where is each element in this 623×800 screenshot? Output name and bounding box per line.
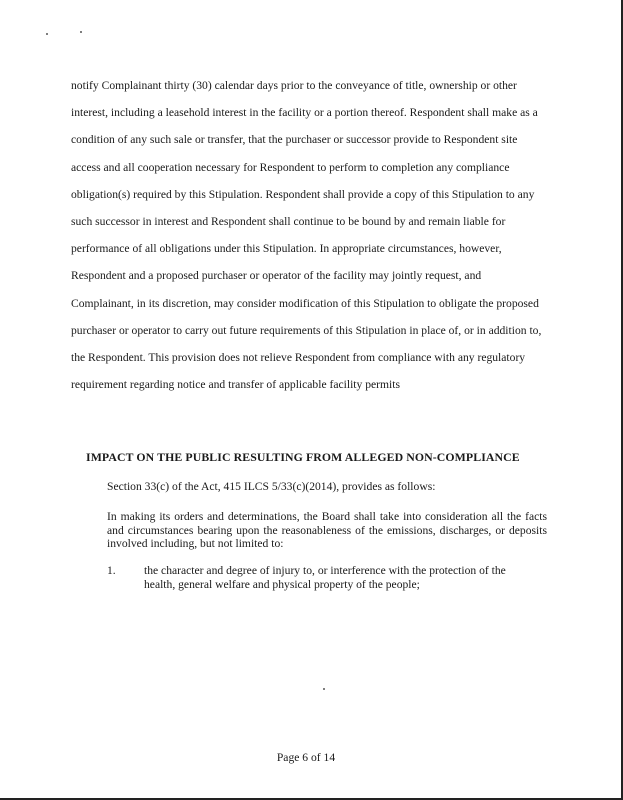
list-item-text: the character and degree of injury to, or interference with the protection of the health, general welfare and physical property of the people; (144, 564, 506, 591)
list-item-number: 1. (107, 564, 116, 577)
scan-speck (323, 688, 325, 690)
section-heading: IMPACT ON THE PUBLIC RESULTING FROM ALLEGED NON-COMPLIANCE (86, 450, 520, 464)
page-number-footer: Page 6 of 14 (276, 751, 336, 764)
quoted-statute-text: In making its orders and determinations, the Board shall take into consideration all the facts and circumstances bearing upon the reasonableness of the emissions, discharges, or deposits involved including, but not limited to: (107, 510, 547, 550)
section-intro: Section 33(c) of the Act, 415 ILCS 5/33(c)(2014), provides as follows: (107, 480, 436, 493)
scan-speck (80, 31, 82, 33)
scan-speck (46, 33, 48, 35)
body-paragraph: notify Complainant thirty (30) calendar days prior to the conveyance of title, ownership or other interest, including a leasehold interest in the facility or a portion thereof. Respondent shall make as a condition of any such sale or transfer, that the purchaser or successor provide to Respondent site access and all cooperation necessary for Respondent to perform to completion any compliance obligation(s) required by this Stipulation. Respondent shall provide a copy of this Stipulation to any such successor in interest and Respondent shall continue to be bound by and remain liable for performance of all obligations under this Stipulation. In appropriate circumstances, however, Respondent and a proposed purchaser or operator of the facility may jointly request, and Complainant, in its discretion, may consider modification of this Stipulation to obligate the proposed purchaser or operator to carry out future requirements of this Stipulation in place of, or in addition to, the Respondent. This provision does not relieve Respondent from compliance with any regulatory requirement regarding notice and transfer of applicable facility permits (71, 79, 542, 392)
